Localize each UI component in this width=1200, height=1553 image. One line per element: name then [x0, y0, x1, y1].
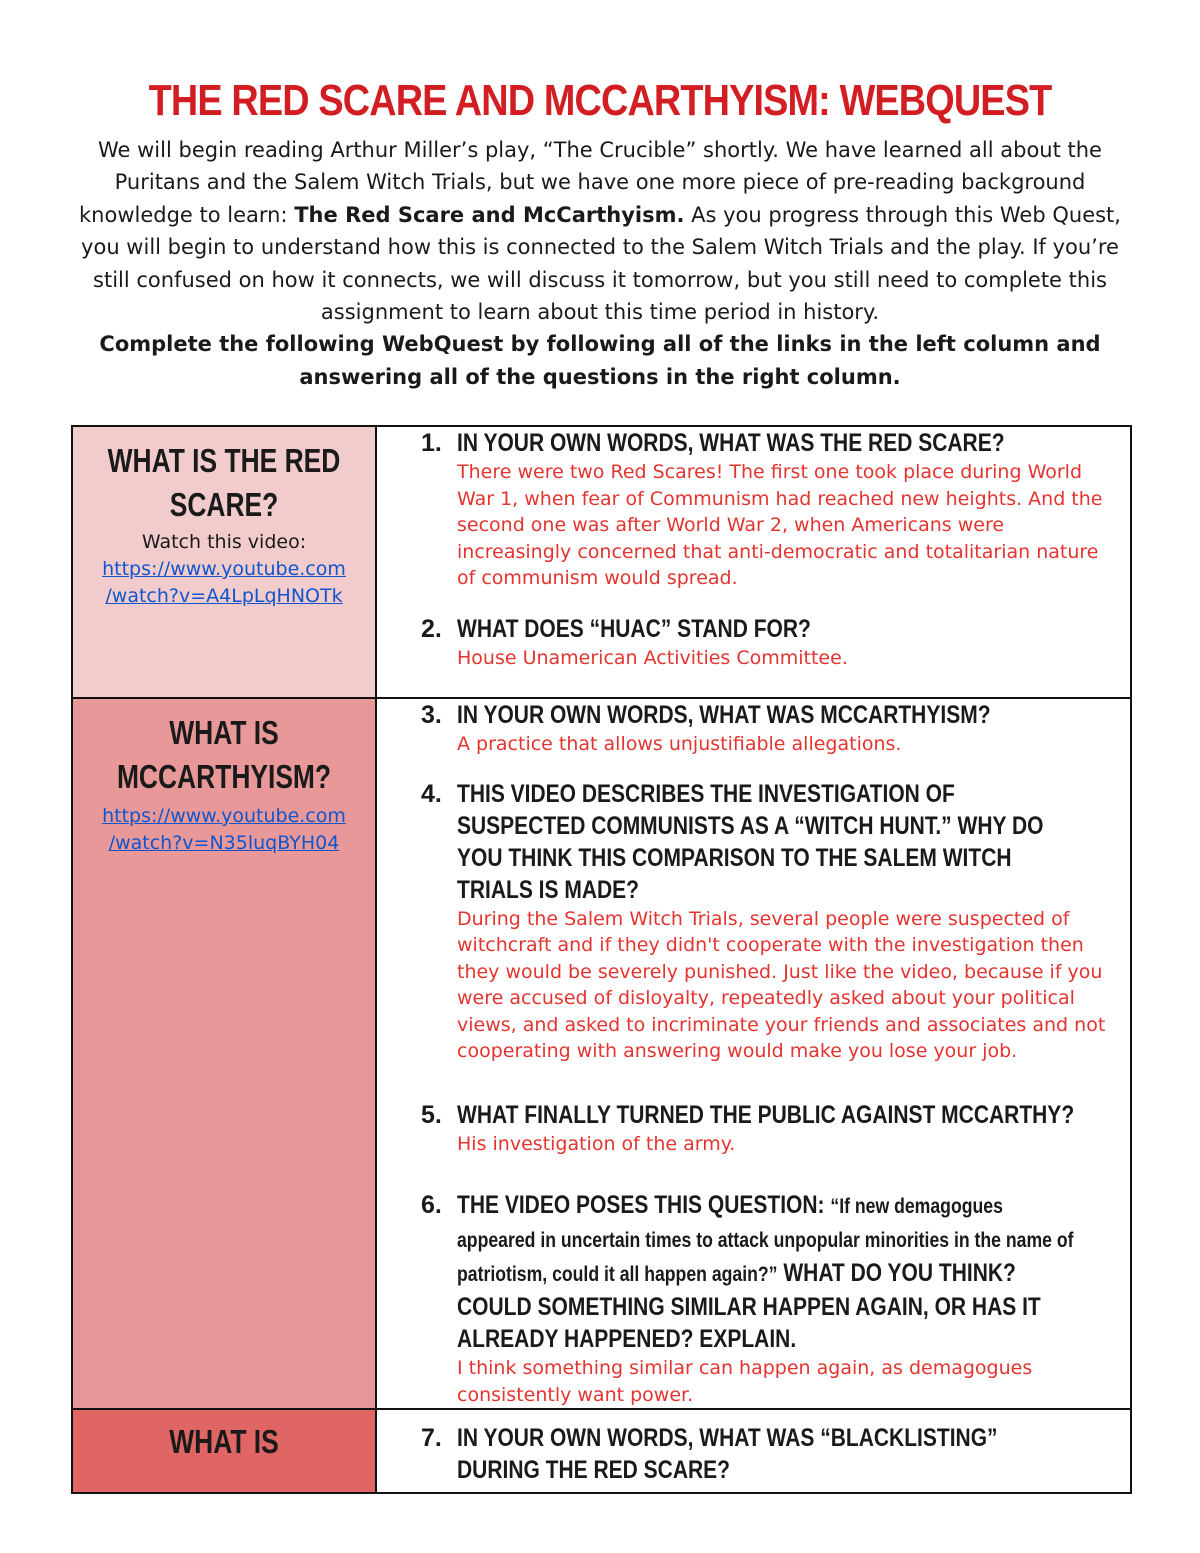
question-number: 4. [421, 779, 442, 808]
question-text: IN YOUR OWN WORDS, WHAT WAS THE RED SCARE? [457, 429, 1005, 457]
answer-text[interactable]: I think something similar can happen again, as demagogues consistently want power. [457, 1357, 1033, 1406]
question-text: WHAT FINALLY TURNED THE PUBLIC AGAINST MCCARTHY? [457, 1100, 1075, 1129]
section-mccarthyism [72, 698, 376, 1409]
video-link-line2: /watch?v=A4LpLqHNOTk [105, 585, 343, 607]
question-text: IN YOUR OWN WORDS, WHAT WAS “BLACKLISTING” DURING THE RED SCARE? [457, 1424, 998, 1484]
answer-text[interactable]: There were two Red Scares! The first one took place during World War 1, when fear of Communism had reached new heights. And the second one was after World War 2, when Americans were increasingly concerned that anti-democratic and totalitarian nature of communism would spread. [457, 461, 1103, 589]
section-title: WHAT IS THE RED SCARE? [107, 442, 341, 523]
questions-blacklisting [376, 1409, 1131, 1493]
question-text-a: THE VIDEO POSES THIS QUESTION: [457, 1191, 831, 1219]
answer-text[interactable]: During the Salem Witch Trials, several people were suspected of witchcraft and if they didn't cooperate with the investigation then they would be severely punished. Just like the video, because if you were accused of disloyalty, repeatedly asked about your political views, and asked to incriminate your friends and associates and not cooperating with answering would make you lose your job. [457, 907, 1106, 1062]
answer-text[interactable]: House Unamerican Activities Committee. [457, 646, 848, 669]
table-row [72, 698, 1131, 1409]
question-number: 1. [421, 429, 442, 457]
question-text [457, 1189, 1079, 1355]
question-2 [377, 613, 1130, 672]
section-title: WHAT IS [169, 1423, 279, 1460]
watch-label: Watch this video: [141, 531, 307, 553]
page-title: THE RED SCARE AND MCCARTHYISM: WEBQUEST [148, 76, 1052, 125]
table-row [72, 426, 1131, 698]
question-number: 2. [421, 614, 442, 643]
intro-text-part2: As you progress through this Web Quest, you will begin to understand how this is connected to the Salem Witch Trials and the play. If you’re still confused on how it connects, we will discuss it tomorrow, but you still need to complete this assignment to learn about this time period in history. [81, 202, 1121, 325]
video-link-line2: /watch?v=N35luqBYH04 [108, 832, 340, 854]
answer-text[interactable]: His investigation of the army. [457, 1132, 736, 1155]
answer-text[interactable]: A practice that allows unjustifiable allegations. [457, 733, 902, 755]
questions-red-scare [376, 426, 1131, 698]
question-4 [377, 778, 1130, 1065]
table-row [72, 1409, 1131, 1493]
question-number: 6. [421, 1191, 442, 1219]
question-5 [377, 1099, 1130, 1158]
video-link-line1: https://www.youtube.com [102, 805, 346, 827]
video-link-mccarthyism[interactable] [73, 803, 375, 857]
intro-text-part1: We will begin reading Arthur Miller’s play, “The Crucible” shortly. We have learned all about the Puritans and the Salem Witch Trials, but we have one more piece of pre-reading background knowledge to learn: [79, 138, 1102, 227]
section-red-scare [72, 426, 376, 698]
question-number: 5. [421, 1100, 442, 1129]
question-text: WHAT DOES “HUAC” STAND FOR? [457, 614, 811, 643]
section-title: WHAT IS MCCARTHYISM? [116, 714, 332, 795]
question-number: 3. [421, 701, 442, 729]
video-quote: “If new demagogues appeared in uncertain times to attack unpopular minorities in the name of patriotism, could it all happen again?” [457, 1195, 1074, 1286]
question-text: IN YOUR OWN WORDS, WHAT WAS MCCARTHYISM? [457, 701, 991, 729]
question-number: 7. [421, 1424, 442, 1452]
question-3 [377, 699, 1130, 758]
question-7 [377, 1422, 1130, 1486]
question-1 [377, 427, 1130, 592]
questions-mccarthyism [376, 698, 1131, 1409]
instructions: Complete the following WebQuest by following all of the links in the left column and answering all of the questions in the right column. [99, 332, 1101, 389]
video-link-red-scare[interactable] [73, 556, 375, 610]
section-blacklisting [72, 1409, 376, 1493]
question-text-b: WHAT DO YOU THINK? COULD SOMETHING SIMILAR HAPPEN AGAIN, OR HAS IT ALREADY HAPPENED? EXPLAIN. [457, 1259, 1041, 1353]
webquest-table [71, 425, 1132, 1494]
video-link-line1: https://www.youtube.com [102, 558, 346, 580]
question-6 [377, 1189, 1130, 1408]
question-text: THIS VIDEO DESCRIBES THE INVESTIGATION OF SUSPECTED COMMUNISTS AS A “WITCH HUNT.” WHY DO YOU THINK THIS COMPARISON TO THE SALEM WITCH TRIALS IS MADE? [457, 779, 1044, 904]
intro-bold-topic: The Red Scare and McCarthyism. [294, 202, 685, 227]
intro-paragraph [70, 134, 1130, 393]
